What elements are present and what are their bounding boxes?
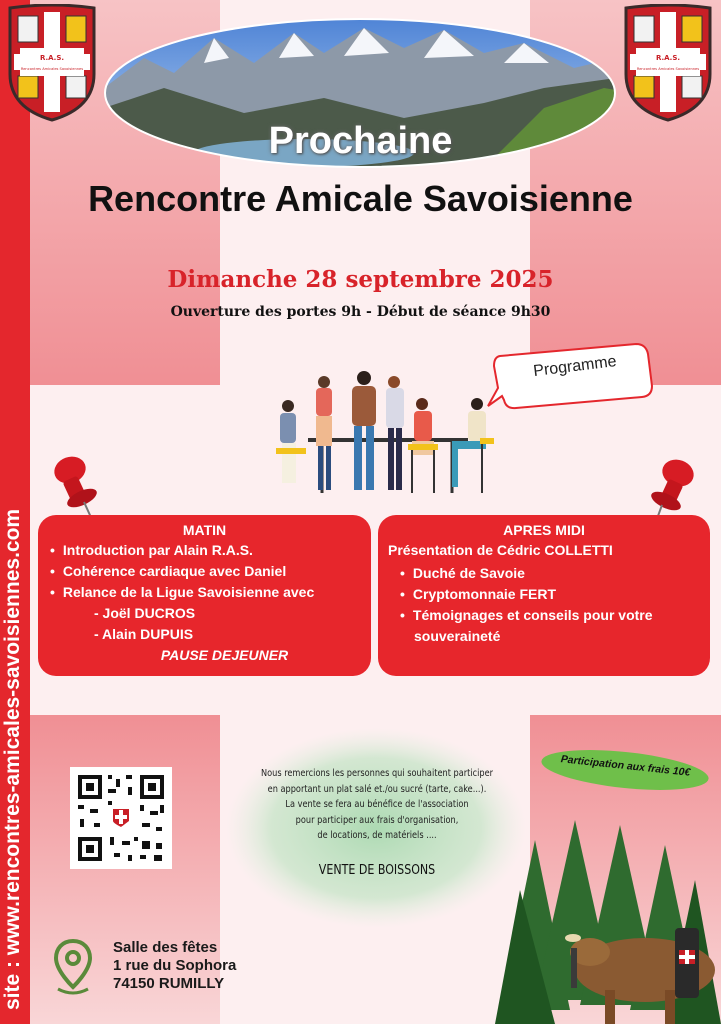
thanks-line: Nous remercions les personnes qui souhaitent participer [260, 768, 494, 779]
thanks-text [258, 766, 496, 844]
title-prochaine: Prochaine [268, 120, 453, 162]
morning-item: • Cohérence cardiaque avec Daniel [38, 561, 371, 582]
title-main: Rencontre Amicale Savoisienne [88, 178, 633, 219]
event-date: Dimanche 28 septembre 2025 [167, 266, 554, 293]
afternoon-title: APRES MIDI [503, 522, 585, 538]
afternoon-item: • Témoignages et conseils pour votre [378, 605, 710, 626]
morning-subitem: - Joël DUCROS [94, 605, 196, 621]
event-hours: Ouverture des portes 9h - Début de séance 9h30 [170, 304, 551, 320]
address-line: 1 rue du Sophora [113, 957, 237, 974]
thanks-line: La vente se fera au bénéfice de l'association [285, 799, 469, 810]
fir-trees-illustration [495, 820, 721, 1024]
afternoon-item: • Duché de Savoie [378, 563, 710, 584]
address-line: Salle des fêtes [113, 939, 218, 956]
location-pin-icon [52, 937, 94, 999]
thanks-line: pour participer aux frais d'organisation, [295, 814, 459, 826]
website-text[interactable]: site : www.rencontres-amicales-savoisiennes.com [1, 508, 24, 1010]
people-illustration [272, 368, 500, 498]
morning-box [38, 515, 371, 676]
participation-fee: Participation aux frais 10€ [560, 753, 691, 779]
venue-address [113, 939, 236, 993]
morning-subitem: - Alain DUPUIS [94, 626, 194, 642]
crest-initials: R.A.S. [39, 54, 65, 62]
afternoon-item-continuation: souveraineté [414, 628, 501, 644]
crest-initials: R.A.S. [655, 54, 681, 62]
programme-label: Programme [532, 352, 618, 381]
crest-caption: Rencontres Amicales Savoisiennes [636, 67, 700, 71]
crest-caption: Rencontres Amicales Savoisiennes [20, 67, 84, 71]
afternoon-lead: Présentation de Cédric COLLETTI [388, 542, 613, 558]
morning-list [38, 540, 371, 645]
afternoon-item: • Cryptomonnaie FERT [378, 584, 710, 605]
qr-code[interactable] [70, 767, 172, 869]
morning-item: • Relance de la Ligue Savoisienne avec [38, 582, 371, 603]
morning-title: MATIN [182, 522, 227, 538]
crest-icon [6, 4, 98, 122]
crest-icon [622, 4, 714, 122]
thanks-line: de locations, de matériels .... [317, 830, 437, 841]
address-line: 74150 RUMILLY [113, 975, 225, 992]
morning-item: • Introduction par Alain R.A.S. [38, 540, 371, 561]
afternoon-list [378, 563, 710, 647]
drinks-sale: VENTE DE BOISSONS [318, 863, 436, 878]
afternoon-box [378, 515, 710, 676]
thanks-line: en apportant un plat salé et./ou sucré (tarte, cake...). [267, 783, 487, 795]
lunch-break: PAUSE DEJEUNER [160, 647, 289, 663]
